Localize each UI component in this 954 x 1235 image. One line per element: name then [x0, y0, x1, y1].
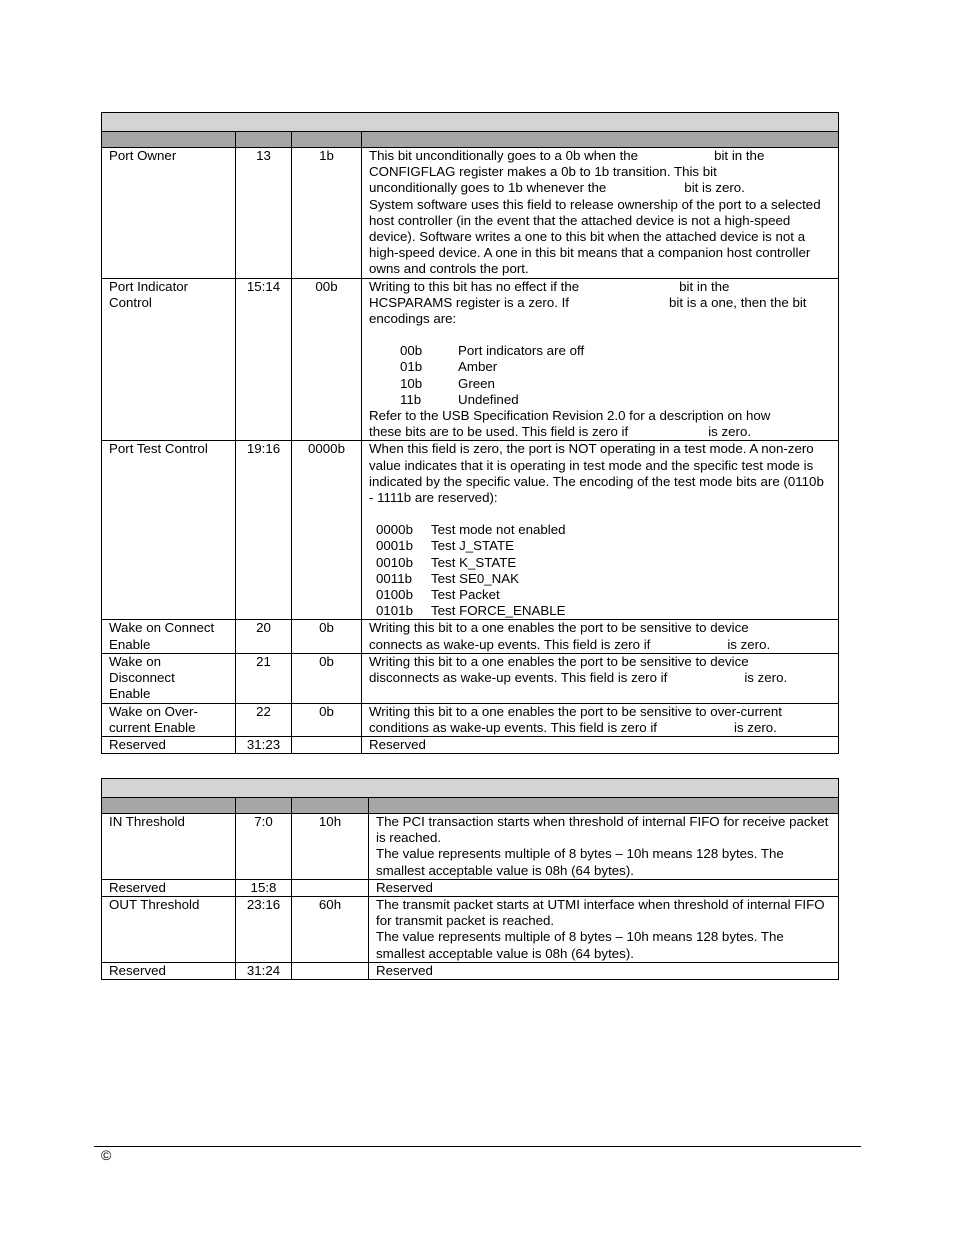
table-row: [102, 879, 839, 896]
field-name: Reserved: [102, 736, 236, 753]
field-name: IN Threshold: [102, 814, 236, 880]
table-row: [102, 962, 839, 979]
field-description: Writing this bit to a one enables the port to be sensitive to device disconnects as wake-up events. This field is zero if is zero.: [362, 653, 839, 703]
field-default: [292, 962, 369, 979]
field-description: Reserved: [369, 962, 839, 979]
table-title-bar: [102, 113, 839, 132]
field-bits: 15:14: [236, 278, 292, 441]
field-default: 60h: [292, 897, 369, 963]
table-row: [102, 620, 839, 653]
field-default: [292, 879, 369, 896]
table-row: [102, 814, 839, 880]
field-default: 00b: [292, 278, 362, 441]
table-header-row: [102, 798, 839, 814]
encoding-row: 0010b Test K_STATE: [376, 554, 517, 570]
encoding-list: [369, 343, 831, 408]
table-row: [102, 736, 839, 753]
field-description: This bit unconditionally goes to a 0b when the bit in the CONFIGFLAG register makes a 0b to 1b transition. This bit unconditionally goes to 1b whenever the bit is zero. System software uses this field to release ownership of the port to a selected host controller (in the event that the attached device is not a high-speed device). Software writes a one to this bit when the attached device is not a high-speed device. A one in this bit means that a companion host controller owns and controls the port.: [362, 148, 839, 279]
encoding-row: 0011b Test SE0_NAK: [376, 570, 519, 586]
field-description: Reserved: [369, 879, 839, 896]
field-name: Wake on Disconnect Enable: [102, 653, 236, 703]
table-row: [102, 148, 839, 279]
field-description: Reserved: [362, 736, 839, 753]
field-description: The transmit packet starts at UTMI interface when threshold of internal FIFO for transmit packet is reached. The value represents multiple of 8 bytes – 10h means 128 bytes. The smallest acceptable value is 08h (64 bytes).: [369, 897, 839, 963]
table-row: [102, 703, 839, 736]
field-name: Wake on Connect Enable: [102, 620, 236, 653]
field-description: The PCI transaction starts when threshold of internal FIFO for receive packet is reached. The value represents multiple of 8 bytes – 10h means 128 bytes. The smallest acceptable value is 08h (64 bytes).: [369, 814, 839, 880]
encoding-row: 0000b Test mode not enabled: [376, 522, 566, 538]
table-row: [102, 278, 839, 441]
copyright-symbol: ©: [101, 1147, 112, 1163]
encoding-list: [369, 522, 831, 619]
field-default: 1b: [292, 148, 362, 279]
encoding-row: 11b Undefined: [400, 391, 519, 407]
field-description: When this field is zero, the port is NOT operating in a test mode. A non-zero value indicates that it is operating in test mode and the specific test mode is indicated by the specific value. The encoding of the test mode bits are (0110b - 1111b are reserved): 0000b Test mode not enabled 0001b Test J_STATE 0010b Test K_STATE 0011b Test SE0_NAK 0100b Test Packet 0101b Test FORCE_ENABLE: [362, 441, 839, 620]
fifo-threshold-table: [101, 778, 839, 980]
field-bits: 22: [236, 703, 292, 736]
table-title-bar: [102, 779, 839, 798]
field-bits: 21: [236, 653, 292, 703]
encoding-row: 10b Green: [400, 375, 495, 391]
field-bits: 13: [236, 148, 292, 279]
field-bits: 31:24: [236, 962, 292, 979]
field-bits: 15:8: [236, 879, 292, 896]
encoding-row: 0100b Test Packet: [376, 587, 500, 603]
field-bits: 19:16: [236, 441, 292, 620]
table-row: [102, 897, 839, 963]
field-description: Writing this bit to a one enables the port to be sensitive to device connects as wake-up events. This field is zero if is zero.: [362, 620, 839, 653]
field-default: 10h: [292, 814, 369, 880]
field-default: [292, 736, 362, 753]
table-header-row: [102, 132, 839, 148]
port-status-control-table: [101, 112, 839, 754]
field-name: Reserved: [102, 962, 236, 979]
field-bits: 31:23: [236, 736, 292, 753]
field-name: Reserved: [102, 879, 236, 896]
field-name: Wake on Over-current Enable: [102, 703, 236, 736]
table-row: [102, 653, 839, 703]
field-name: OUT Threshold: [102, 897, 236, 963]
field-default: 0b: [292, 653, 362, 703]
field-bits: 20: [236, 620, 292, 653]
field-description: Writing this bit to a one enables the port to be sensitive to over-current conditions as wake-up events. This field is zero if is zero.: [362, 703, 839, 736]
field-bits: 7:0: [236, 814, 292, 880]
field-name: Port Test Control: [102, 441, 236, 620]
field-default: 0000b: [292, 441, 362, 620]
field-description: Writing to this bit has no effect if the bit in the HCSPARAMS register is a zero. If bit is a one, then the bit encodings are: 00b Port indicators are off 01b Amber 10b Green 11b Undefined Refer to the USB Specification Revision 2.0 for a description on how these bits are to be used. This field is zero if is zero.: [362, 278, 839, 441]
encoding-row: 0101b Test FORCE_ENABLE: [376, 603, 566, 619]
field-name: Port Indicator Control: [102, 278, 236, 441]
encoding-row: 00b Port indicators are off: [400, 343, 585, 359]
field-default: 0b: [292, 703, 362, 736]
footer-divider: [94, 1146, 861, 1147]
encoding-row: 0001b Test J_STATE: [376, 538, 515, 554]
field-default: 0b: [292, 620, 362, 653]
field-bits: 23:16: [236, 897, 292, 963]
encoding-row: 01b Amber: [400, 359, 498, 375]
field-name: Port Owner: [102, 148, 236, 279]
table-row: [102, 441, 839, 620]
